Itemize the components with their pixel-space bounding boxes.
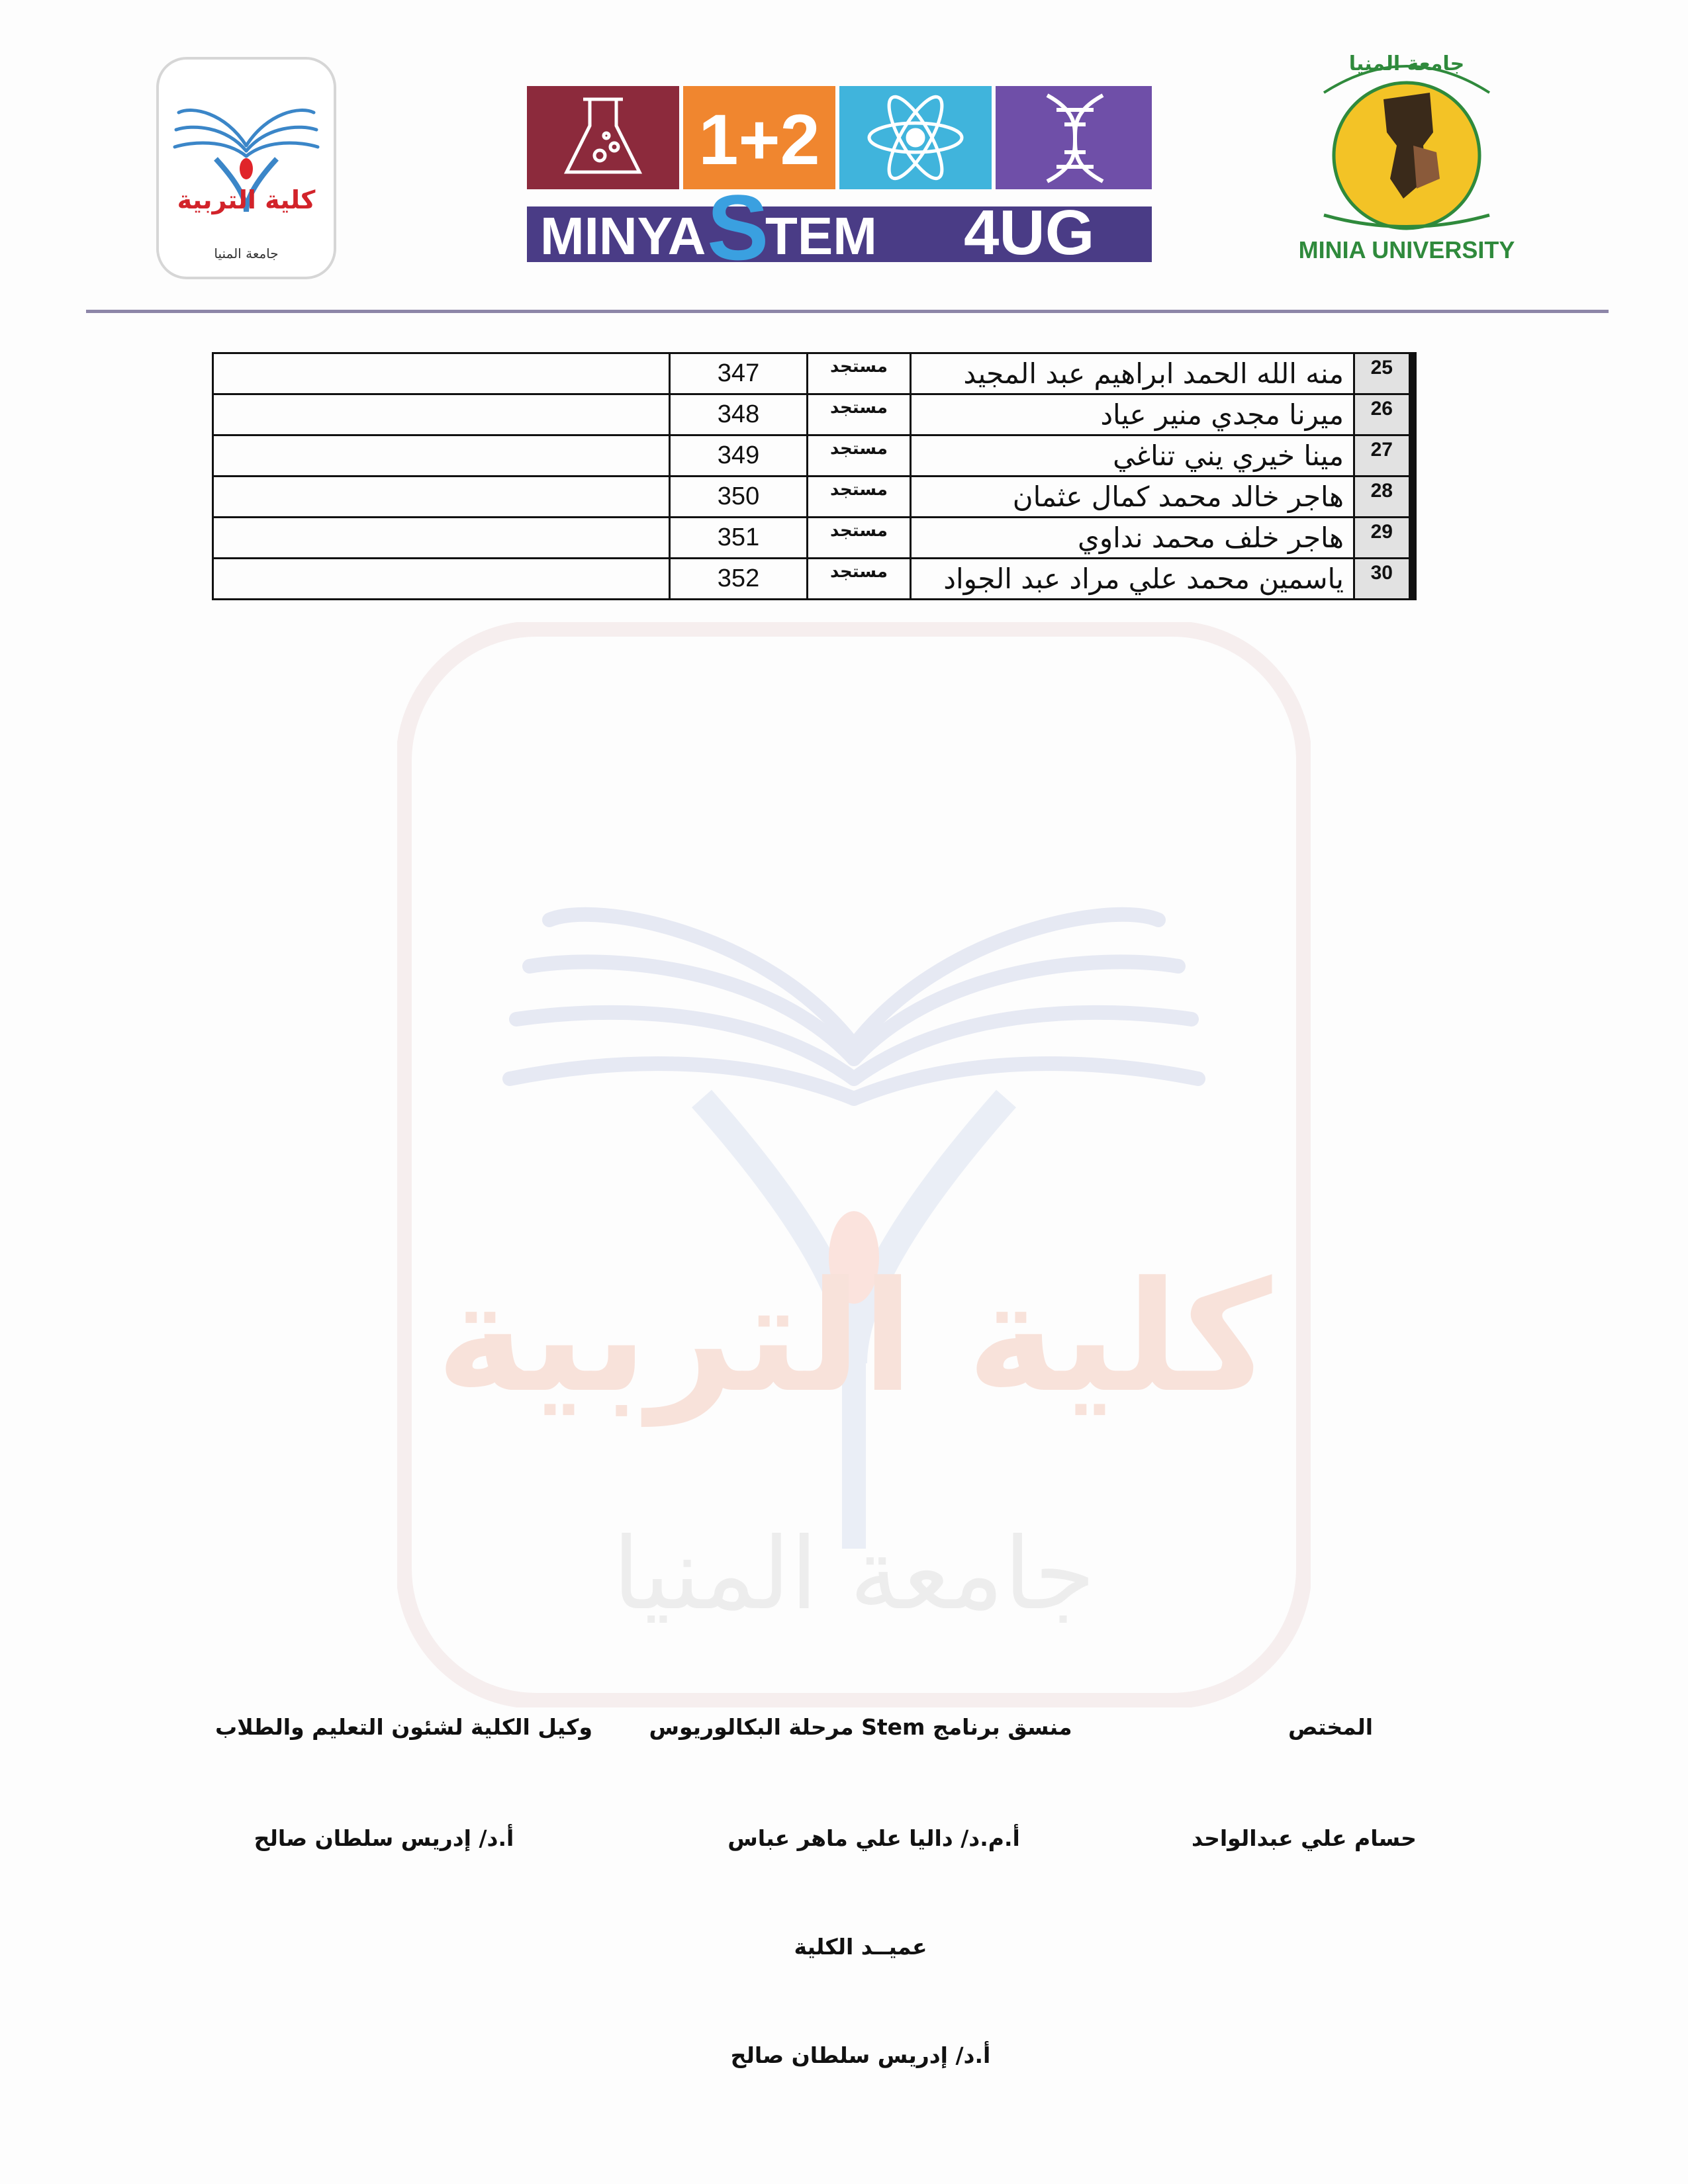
status-cell: مستجد (808, 518, 911, 559)
row-number-cell: 28 (1354, 477, 1413, 518)
watermark-text: كلية التربية (436, 1250, 1272, 1426)
wordmark-minya: MINYA (540, 206, 706, 262)
dean-title: عميــد الكلية (794, 1934, 927, 1960)
badge-text: 1+2 (698, 99, 820, 179)
table-row (213, 435, 1413, 477)
student-name-cell: ياسمين محمد علي مراد عبد الجواد (911, 559, 1354, 600)
watermark-logo (397, 622, 1311, 1707)
row-number-cell: 25 (1354, 353, 1413, 394)
specialist-title: المختص (1288, 1714, 1374, 1740)
status-cell: مستجد (808, 559, 911, 600)
status-cell: مستجد (808, 477, 911, 518)
code-cell: 349 (670, 435, 808, 477)
minia-university-logo (1297, 46, 1516, 265)
blank-cell (213, 559, 670, 600)
faculty-of-education-logo (156, 57, 336, 279)
vice-dean-title: وكيل الكلية لشئون التعليم والطلاب (215, 1714, 592, 1740)
code-cell: 347 (670, 353, 808, 394)
blank-cell (213, 435, 670, 477)
student-table (212, 352, 1417, 600)
status-cell: مستجد (808, 435, 911, 477)
student-name-cell: هاجر خالد محمد كمال عثمان (911, 477, 1354, 518)
student-name-cell: ميرنا مجدي منير عياد (911, 394, 1354, 435)
code-cell: 348 (670, 394, 808, 435)
faculty-name-text: كلية التربية (177, 185, 316, 214)
table-row (213, 518, 1413, 559)
university-caption: MINIA UNIVERSITY (1298, 236, 1515, 263)
university-name-text: جامعة المنيا (214, 246, 279, 261)
blank-cell (213, 477, 670, 518)
watermark-subtext: جامعة المنيا (612, 1517, 1096, 1632)
code-cell: 350 (670, 477, 808, 518)
wordmark-tem: TEM (765, 206, 877, 262)
student-name-cell: هاجر خلف محمد نداوي (911, 518, 1354, 559)
wordmark-4ug: 4UG (964, 197, 1095, 262)
status-cell: مستجد (808, 353, 911, 394)
coordinator-name: أ.م.د/ داليا علي ماهر عباس (727, 1825, 1020, 1851)
blank-cell (213, 518, 670, 559)
table-row (213, 477, 1413, 518)
open-book-icon (159, 60, 334, 277)
status-cell: مستجد (808, 394, 911, 435)
row-number-cell: 26 (1354, 394, 1413, 435)
coordinator-title: منسق برنامج Stem مرحلة البكالوريوس (649, 1714, 1072, 1740)
minya-stem-4ug-logo (527, 86, 1152, 262)
specialist-name: حسام علي عبدالواحد (1192, 1825, 1417, 1851)
vice-dean-name: أ.د/ إدريس سلطان صالح (254, 1825, 514, 1851)
student-name-cell: مينا خيري يني تناغي (911, 435, 1354, 477)
table-row (213, 353, 1413, 394)
university-arc-text: جامعة المنيا (1348, 52, 1465, 75)
header-divider (86, 310, 1609, 313)
dean-name: أ.د/ إدريس سلطان صالح (730, 2042, 991, 2068)
blank-cell (213, 394, 670, 435)
code-cell: 351 (670, 518, 808, 559)
student-name-cell: منه الله الحمد ابراهيم عبد المجيد (911, 353, 1354, 394)
wordmark-s: S (707, 175, 769, 262)
row-number-cell: 30 (1354, 559, 1413, 600)
row-number-cell: 27 (1354, 435, 1413, 477)
row-number-cell: 29 (1354, 518, 1413, 559)
code-cell: 352 (670, 559, 808, 600)
table-row (213, 559, 1413, 600)
table-row (213, 394, 1413, 435)
blank-cell (213, 353, 670, 394)
